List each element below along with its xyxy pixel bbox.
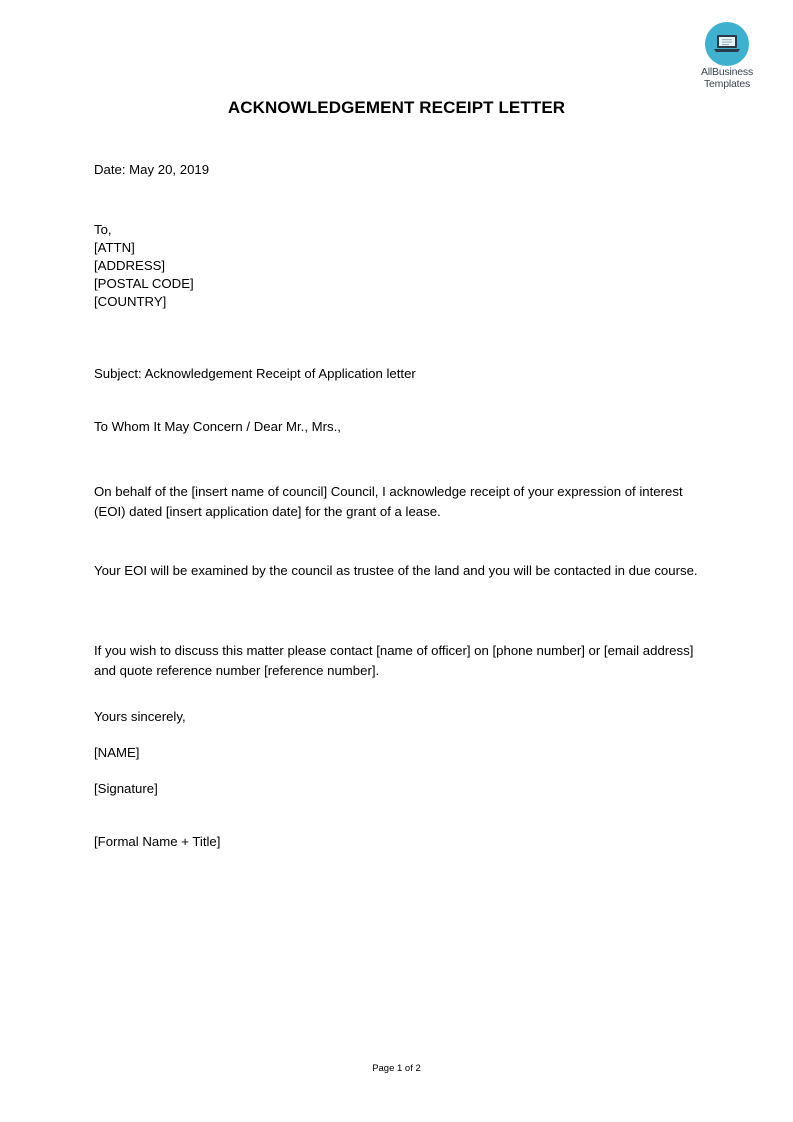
logo-text-line1: AllBusiness [700, 66, 754, 78]
letter-salutation: To Whom It May Concern / Dear Mr., Mrs., [94, 419, 341, 434]
page-number: Page 1 of 2 [372, 1063, 421, 1074]
body-paragraph-2: Your EOI will be examined by the council as trustee of the land and you will be contacted in due course. [94, 563, 698, 578]
letter-subject: Subject: Acknowledgement Receipt of Application letter [94, 366, 416, 381]
body-paragraph-1: On behalf of the [insert name of council] Council, I acknowledge receipt of your expression of interest (EOI) dated [insert application date] for the grant of a lease. [94, 484, 683, 519]
recipient-country: [COUNTRY] [94, 294, 167, 309]
body-paragraph-3: If you wish to discuss this matter please contact [name of officer] on [phone number] or [email address] and quote reference number [reference number]. [94, 643, 694, 678]
laptop-icon [705, 22, 749, 66]
recipient-postal-code: [POSTAL CODE] [94, 276, 194, 291]
allbusiness-templates-logo [690, 22, 764, 90]
letter-title: ACKNOWLEDGEMENT RECEIPT LETTER [227, 98, 566, 117]
recipient-attn: [ATTN] [94, 240, 135, 255]
logo-text-line2: Templates [703, 78, 751, 90]
signature-placeholder: [Signature] [94, 781, 158, 796]
sign-off: Yours sincerely, [94, 709, 186, 724]
signer-name: [NAME] [94, 745, 140, 760]
recipient-to: To, [94, 222, 112, 237]
recipient-address: [ADDRESS] [94, 258, 166, 273]
formal-name-title: [Formal Name + Title] [94, 834, 221, 849]
letter-date: Date: May 20, 2019 [94, 162, 210, 177]
